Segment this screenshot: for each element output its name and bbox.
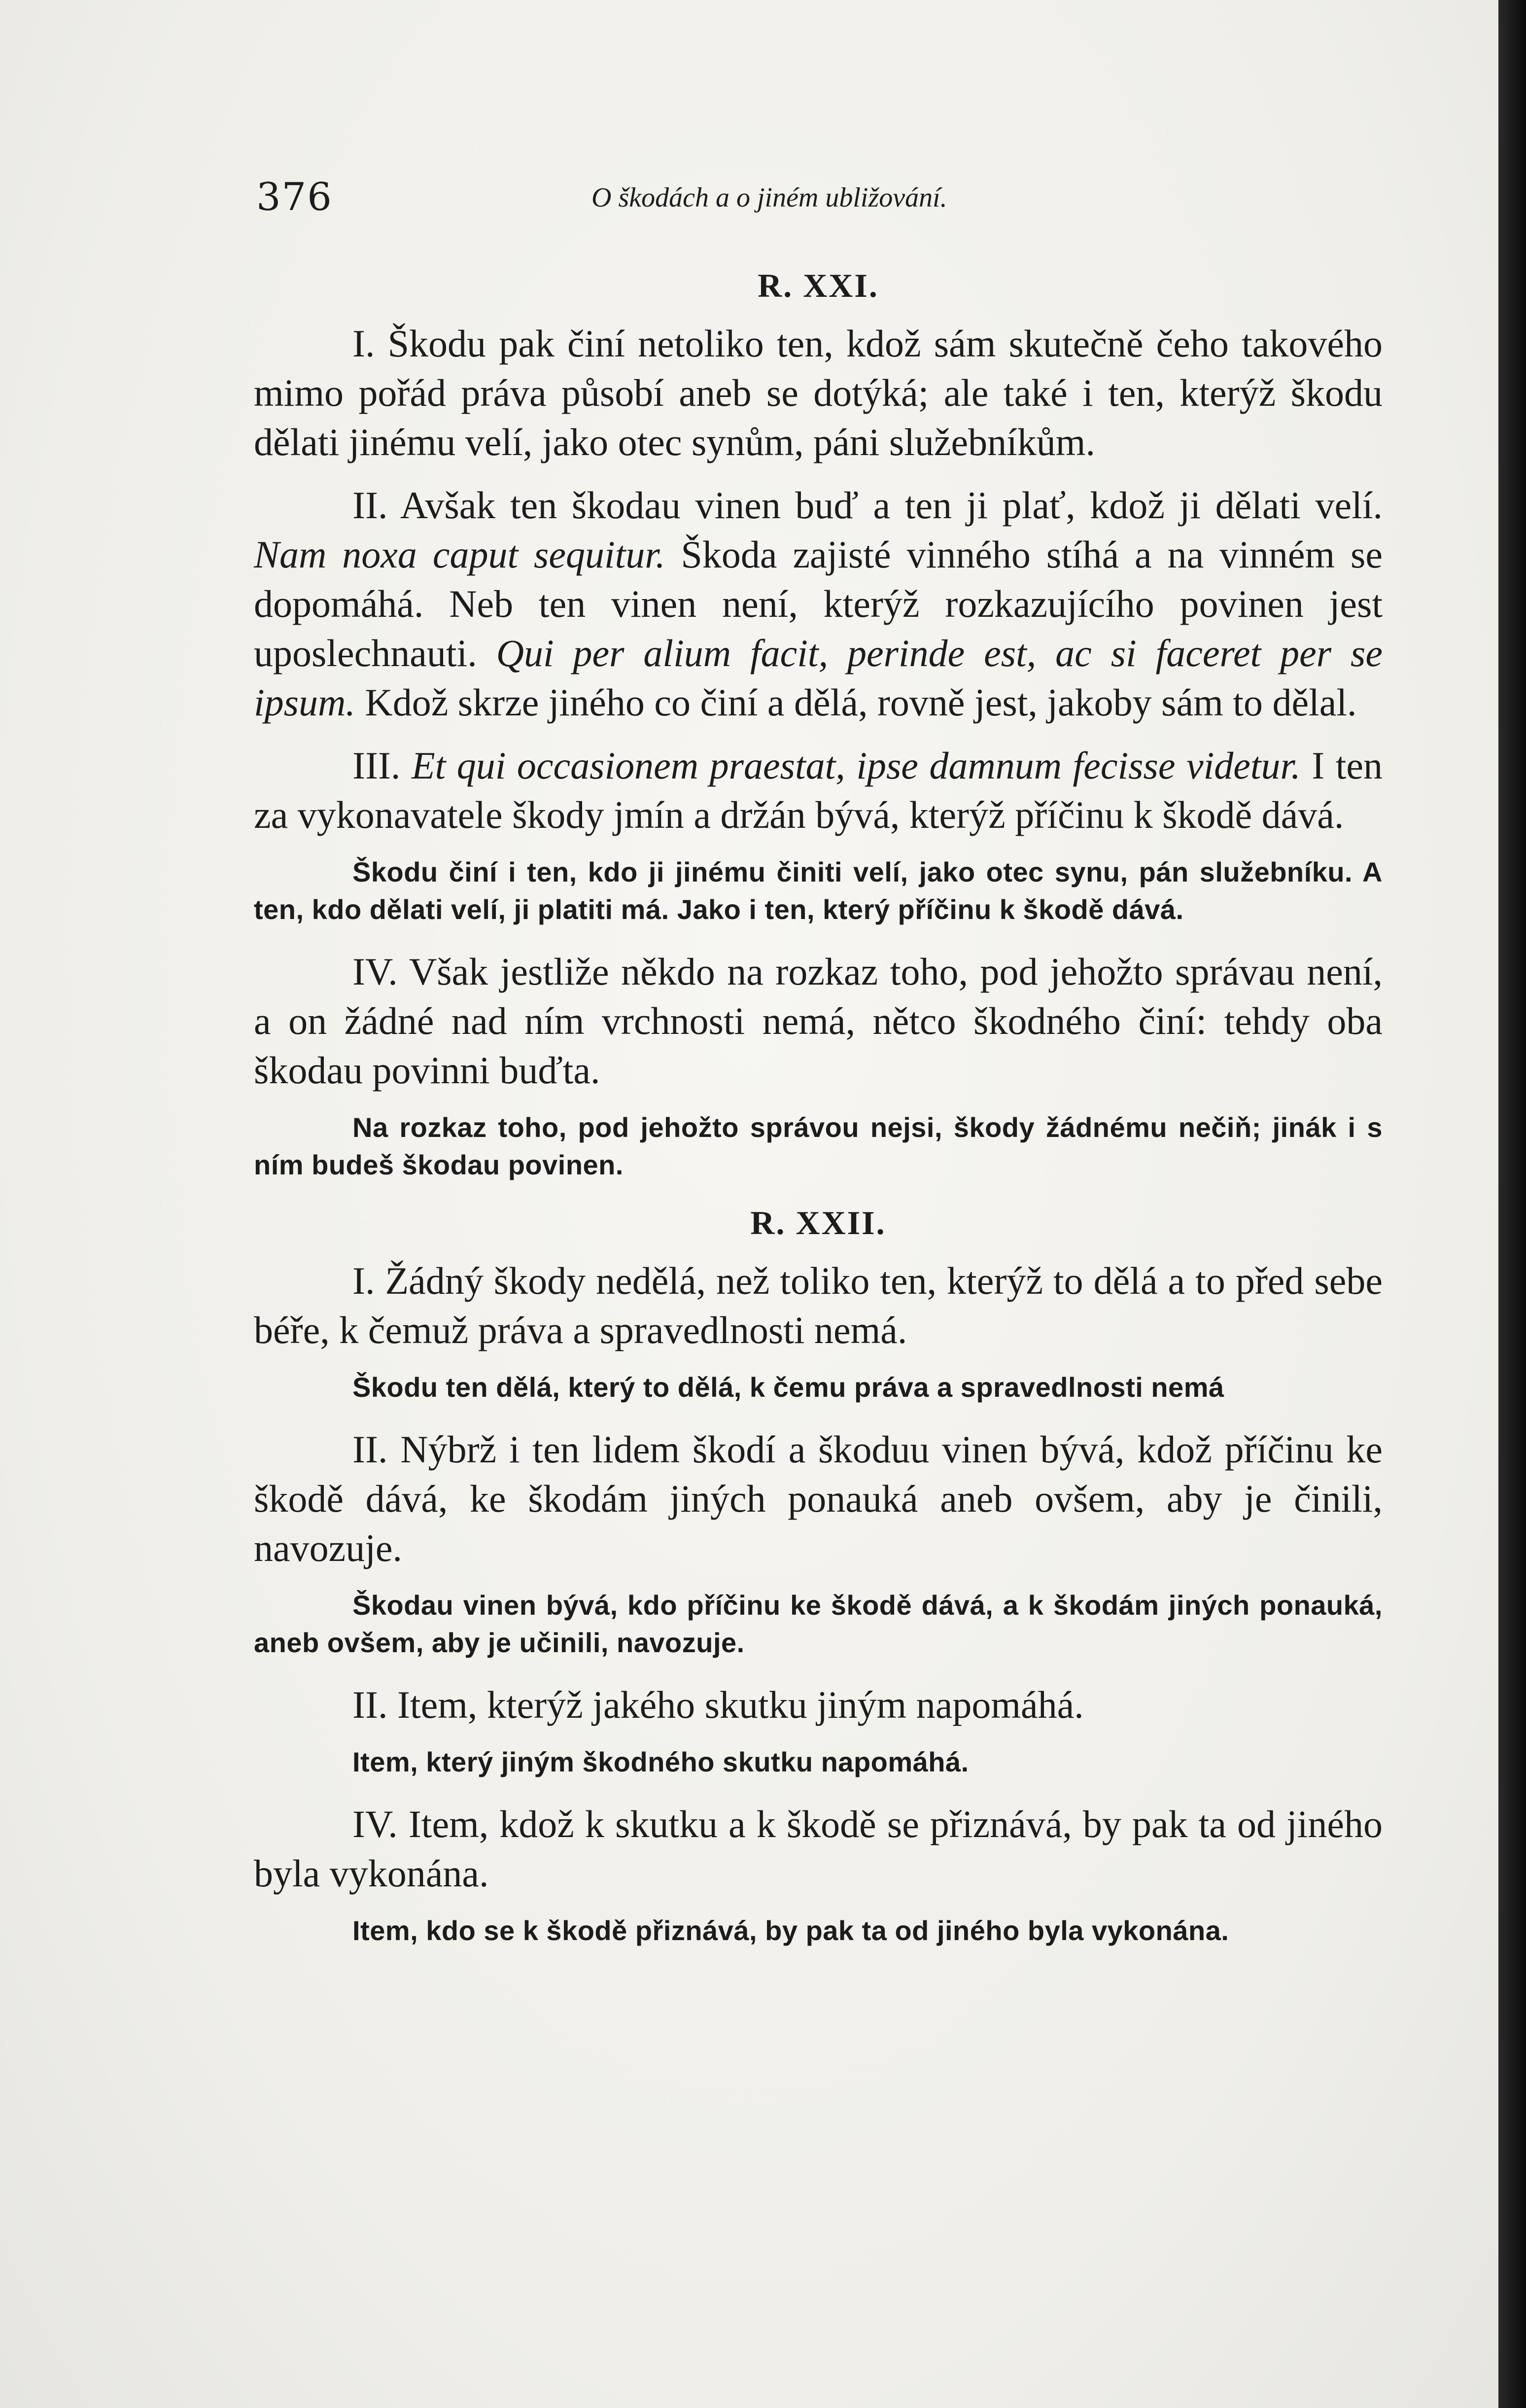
rule-heading-xxi: R. XXI. <box>758 267 879 304</box>
paragraph-xxi-4 <box>254 947 1383 1095</box>
paragraph-number: I. <box>352 322 375 365</box>
paragraph-number: I. <box>352 1259 375 1302</box>
paragraph-text: Škodu pak činí netoliko ten, kdož sám skutečně čeho takového mimo pořád práva působí aneb se dotýká; ale také i ten, kterýž škodu dělati jinému velí, jako otec synům, páni služebníkům. <box>254 322 1383 463</box>
paragraph-number: IV. <box>352 950 398 993</box>
paragraph-xxii-2 <box>254 1425 1383 1573</box>
paragraph-text: I ten za vykonavatele škody jmín a držán bývá, kterýž příčinu k škodě dává. <box>254 744 1383 836</box>
summary-note-xxii-1: Škodu ten dělá, který to dělá, k čemu práva a spravedlnosti nemá <box>352 1372 1224 1403</box>
paragraph-text: Item, kterýž jakého skutku jiným napomáhá. <box>397 1683 1084 1726</box>
paragraph-xxii-1 <box>254 1256 1383 1355</box>
latin-quote: Et qui occasionem praestat, ipse damnum fecisse videtur. <box>411 744 1301 787</box>
paragraph-xxi-2 <box>254 481 1383 727</box>
paragraph-number: II. <box>352 1683 388 1726</box>
text-block <box>254 266 1383 1968</box>
paragraph-text: Škoda zajisté vinného stíhá a na vinném se dopomáhá. Neb ten vinen není, kterýž rozkazujícího povinen jest uposlechnauti. <box>254 533 1383 674</box>
paragraph-number: IV. <box>352 1803 398 1845</box>
paragraph-number: II. <box>352 484 388 527</box>
paragraph-number: III. <box>352 744 401 787</box>
scan-border <box>1498 0 1526 2408</box>
paragraph-xxii-3 <box>254 1680 1383 1730</box>
summary-note-xxii-2: Škodau vinen bývá, kdo příčinu ke škodě dává, a k škodám jiných ponauká, aneb ovšem, aby je učinili, navozuje. <box>254 1590 1383 1658</box>
paragraph-text: Žádný škody nedělá, než toliko ten, kterýž to dělá a to před sebe béře, k čemuž práva a spravedlnosti nemá. <box>254 1259 1383 1351</box>
paragraph-xxi-1 <box>254 319 1383 467</box>
running-title: O škodách a o jiném ubližování. <box>591 182 947 213</box>
paragraph-text: Avšak ten škodau vinen buď a ten ji plať, kdož ji dělati velí. <box>400 484 1383 527</box>
paragraph-xxi-3 <box>254 741 1383 840</box>
latin-quote: Nam noxa caput sequitur. <box>254 533 665 576</box>
summary-note-xxi-3: Škodu činí i ten, kdo ji jinému činiti velí, jako otec synu, pán služebníku. A ten, kdo dělati velí, ji platiti má. Jako i ten, který příčinu k škodě dává. <box>254 856 1383 925</box>
paragraph-text: Item, kdož k skutku a k škodě se přiznává, by pak ta od jiného byla vykonána. <box>254 1803 1383 1895</box>
latin-quote: Qui per alium facit, perinde est, ac si faceret per se ipsum. <box>254 632 1383 724</box>
paragraph-number: II. <box>352 1428 388 1471</box>
summary-note-xxii-3: Item, který jiným škodného skutku napomáhá. <box>352 1746 969 1777</box>
paragraph-xxii-4 <box>254 1800 1383 1898</box>
paragraph-text: Kdož skrze jiného co činí a dělá, rovně jest, jakoby sám to dělal. <box>365 681 1357 724</box>
paragraph-text: Nýbrž i ten lidem škodí a škoduu vinen bývá, kdož příčinu ke škodě dává, ke škodám jiných ponauká aneb ovšem, aby je činili, navozuje. <box>254 1428 1383 1569</box>
rule-heading-xxii: R. XXII. <box>750 1204 886 1241</box>
running-head <box>256 175 1390 229</box>
paragraph-text: Však jestliže někdo na rozkaz toho, pod jehožto správau není, a on žádné nad ním vrchnosti nemá, nětco škodného činí: tehdy oba škodau povinni buďta. <box>254 950 1383 1092</box>
page-number: 376 <box>256 175 333 219</box>
summary-note-xxi-4: Na rozkaz toho, pod jehožto správou nejsi, škody žádnému nečiň; jinák i s ním budeš škodau povinen. <box>254 1112 1383 1180</box>
summary-note-xxii-4: Item, kdo se k škodě přiznává, by pak ta od jiného byla vykonána. <box>352 1915 1229 1946</box>
